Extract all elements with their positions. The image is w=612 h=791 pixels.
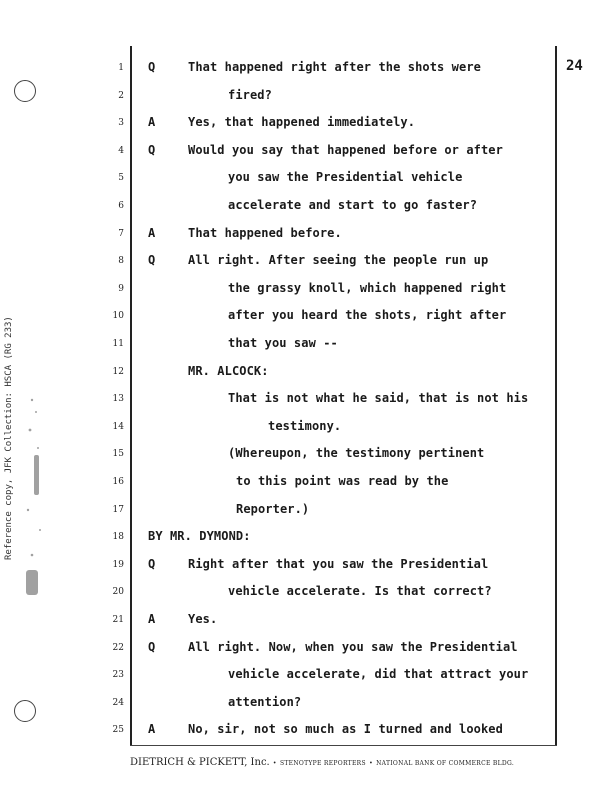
line-number: 13	[112, 394, 124, 405]
line-number: 1	[118, 63, 124, 73]
transcript-line-text: That happened right after the shots were	[188, 60, 481, 74]
footer-firm: DIETRICH & PICKETT, Inc.	[130, 757, 270, 768]
line-number: 9	[118, 283, 124, 294]
transcript-line-text: testimony.	[268, 418, 342, 433]
line-number: 20	[112, 587, 124, 598]
left-margin-rule	[130, 46, 132, 746]
archive-reference-note: Reference copy, JFK Collection: HSCA (RG 233)	[4, 316, 14, 560]
footer-address: NATIONAL BANK OF COMMERCE BLDG.	[376, 760, 515, 767]
speaker-marker: A	[148, 225, 156, 240]
footer-separator: •	[369, 760, 373, 767]
line-number: 6	[118, 201, 124, 211]
line-number: 11	[112, 339, 124, 349]
transcript-line-text: the grassy knoll, which happened right	[228, 280, 507, 295]
transcript-line-text: accelerate and start to go faster?	[228, 198, 478, 212]
transcript-line-text: (Whereupon, the testimony pertinent	[228, 446, 485, 461]
transcript-line-text: Reporter.)	[236, 501, 310, 516]
line-number: 21	[112, 615, 124, 625]
transcript-line-text: attention?	[228, 694, 302, 709]
footer-separator: •	[272, 760, 277, 767]
speaker-marker: Q	[148, 556, 156, 571]
right-margin-rule	[555, 46, 557, 746]
line-number: 17	[112, 504, 124, 515]
line-number: 19	[112, 559, 124, 570]
speaker-marker: A	[148, 115, 156, 130]
line-number: 3	[118, 118, 124, 129]
speaker-marker: A	[148, 722, 156, 737]
line-number: 14	[112, 421, 124, 432]
transcript-line-text: after you heard the shots, right after	[228, 308, 507, 323]
transcript-line-text: you saw the Presidential vehicle	[228, 170, 463, 185]
line-number: 5	[118, 173, 124, 184]
bottom-rule	[130, 745, 557, 746]
transcript-line-text: Yes.	[188, 612, 218, 626]
binder-hole-top	[14, 80, 36, 102]
line-number: 23	[112, 670, 124, 681]
binder-hole-bottom	[14, 700, 36, 722]
transcript-line-text: that you saw --	[228, 336, 338, 350]
transcript-line-text: fired?	[228, 87, 272, 102]
reporter-footer	[130, 757, 560, 768]
speaker-marker: A	[148, 612, 156, 626]
line-number: 22	[112, 642, 124, 653]
transcript-line-text: Right after that you saw the Presidential	[188, 556, 489, 571]
line-number: 18	[112, 532, 124, 543]
line-number: 2	[118, 90, 124, 101]
line-number: 4	[118, 145, 124, 156]
transcript-line-text: That is not what he said, that is not his	[228, 391, 529, 406]
scan-smudge-mark	[18, 360, 48, 610]
transcript-line-text: No, sir, not so much as I turned and looked	[188, 722, 503, 737]
transcript-line-text: vehicle accelerate, did that attract your	[228, 667, 529, 682]
line-number: 12	[112, 366, 124, 377]
transcript-line-text: Yes, that happened immediately.	[188, 115, 416, 130]
speaker-marker: Q	[148, 639, 156, 654]
speaker-marker: Q	[148, 142, 156, 157]
transcript-line-text: That happened before.	[188, 225, 342, 240]
transcript-line-text: BY MR. DYMOND:	[148, 529, 251, 544]
transcript-line-text: to this point was read by the	[236, 474, 449, 488]
line-number: 8	[118, 256, 124, 267]
transcript-line-text: Would you say that happened before or after	[188, 142, 503, 157]
line-number: 25	[112, 725, 124, 736]
speaker-marker: Q	[148, 253, 156, 268]
transcript-line-text: MR. ALCOCK:	[188, 363, 269, 378]
speaker-marker: Q	[148, 60, 156, 74]
transcript-line-text: All right. Now, when you saw the Presidential	[188, 639, 518, 654]
transcript-line-text: All right. After seeing the people run up	[188, 253, 489, 268]
line-number: 16	[112, 477, 124, 487]
transcript-line-text: vehicle accelerate. Is that correct?	[228, 584, 492, 599]
line-number: 10	[112, 311, 124, 322]
page-number: 24	[566, 58, 583, 74]
line-number: 15	[112, 449, 124, 460]
line-number: 7	[118, 228, 124, 239]
footer-service: STENOTYPE REPORTERS	[279, 760, 366, 767]
line-number: 24	[112, 697, 124, 708]
